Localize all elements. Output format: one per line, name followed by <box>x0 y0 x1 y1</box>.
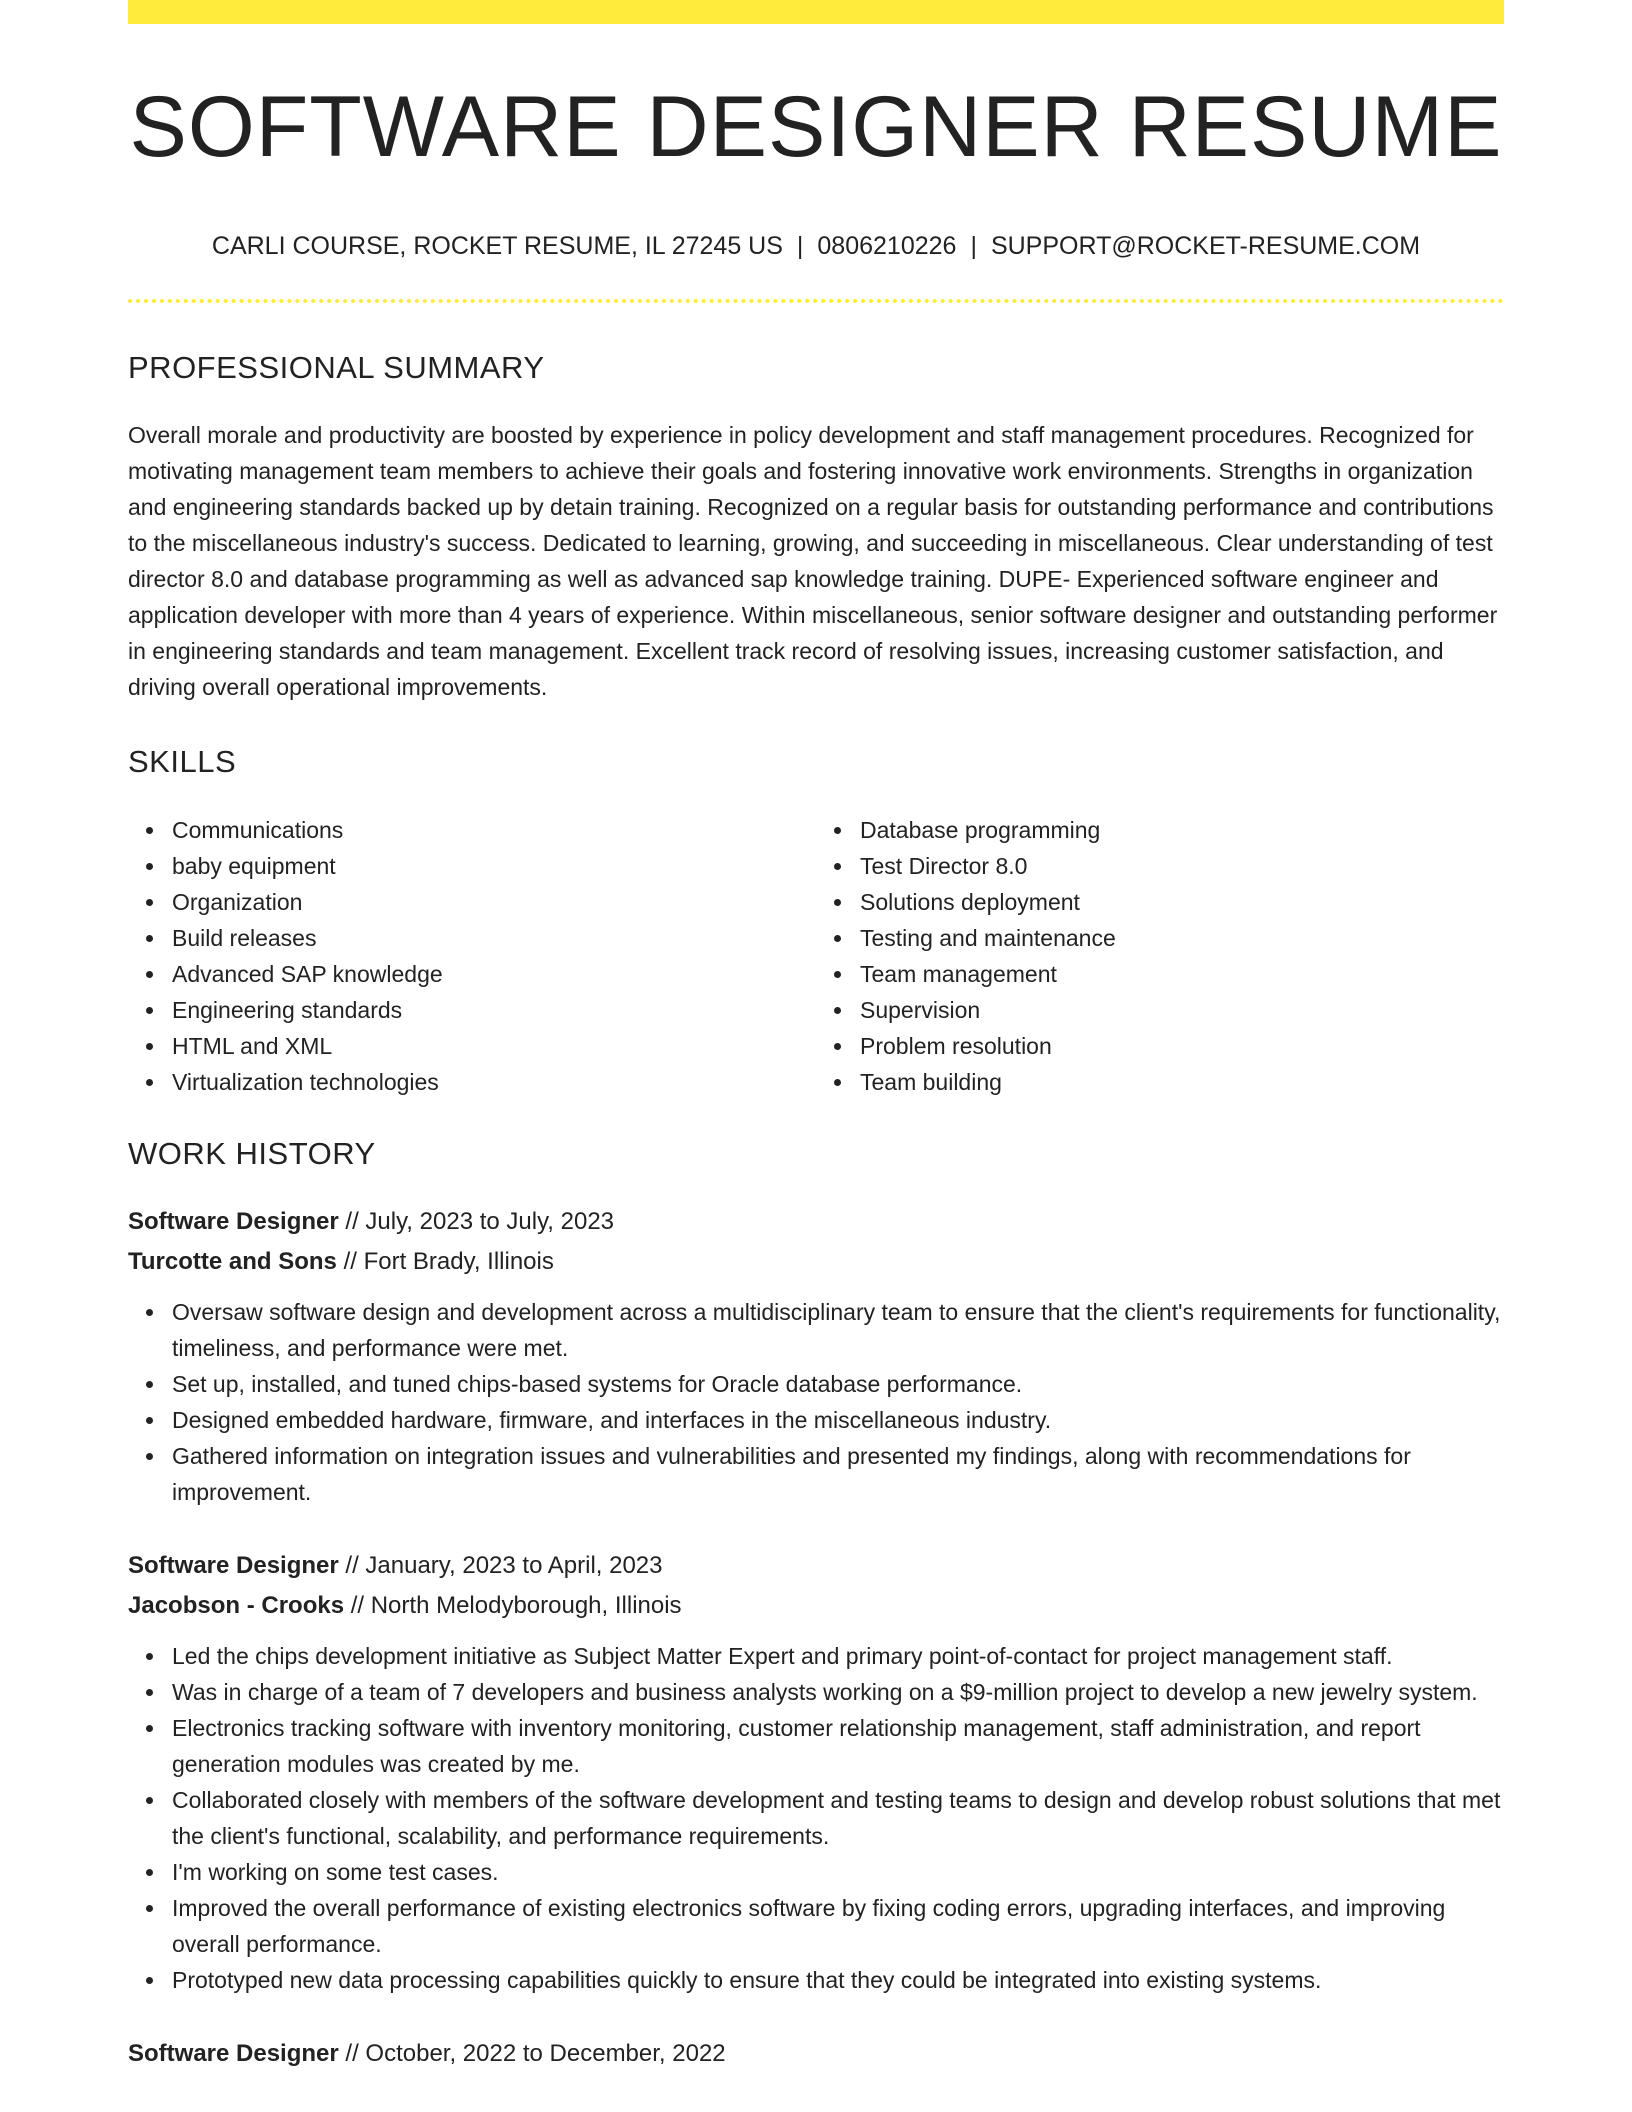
skills-heading: SKILLS <box>128 744 237 779</box>
skill-item: baby equipment <box>172 848 816 884</box>
job-entry <box>128 1202 1504 1510</box>
skill-item: Test Director 8.0 <box>860 848 1504 884</box>
contact-address: CARLI COURSE, ROCKET RESUME, IL 27245 US <box>211 232 783 260</box>
job-bullet: Oversaw software design and development across a multidisciplinary team to ensure that the client's requirements for functionality, timeliness, and performance were met. <box>172 1294 1504 1366</box>
job-entry <box>128 2034 1504 2074</box>
job-title: Software Designer <box>128 1552 339 1579</box>
contact-line <box>128 234 1504 259</box>
job-bullet-list <box>128 1294 1504 1510</box>
contact-phone: 0806210226 <box>817 232 957 260</box>
contact-separator: | <box>796 232 804 260</box>
summary-heading: PROFESSIONAL SUMMARY <box>128 350 545 385</box>
summary-text: Overall morale and productivity are boosted by experience in policy development and staff management procedures. Recognized for motivating management team members to achieve their goals and fostering innovative work environments. Strengths in organization and engineering standards backed up by detain training. Recognized on a regular basis for outstanding performance and contributions to the miscellaneous industry's success. Dedicated to learning, growing, and succeeding in miscellaneous. Clear understanding of test director 8.0 and database programming as well as advanced sap knowledge training. DUPE- Experienced software engineer and application developer with more than 4 years of experience. Within miscellaneous, senior software designer and outstanding performer in engineering standards and team management. Excellent track record of resolving issues, increasing customer satisfaction, and driving overall operational improvements. <box>128 422 1498 700</box>
skill-item: Testing and maintenance <box>860 920 1504 956</box>
skills-column-left <box>128 812 816 1100</box>
skill-item: Supervision <box>860 992 1504 1028</box>
job-dates: // October, 2022 to December, 2022 <box>345 2040 726 2067</box>
job-bullet: Set up, installed, and tuned chips-based systems for Oracle database performance. <box>172 1366 1504 1402</box>
job-company-line <box>128 1586 1504 1626</box>
contact-email: SUPPORT@ROCKET-RESUME.COM <box>990 232 1421 260</box>
job-bullet: Was in charge of a team of 7 developers and business analysts working on a $9-million project to develop a new jewelry system. <box>172 1674 1504 1710</box>
skill-item: Solutions deployment <box>860 884 1504 920</box>
job-entry <box>128 1546 1504 1998</box>
job-bullet: Designed embedded hardware, firmware, and interfaces in the miscellaneous industry. <box>172 1402 1504 1438</box>
resume-page <box>128 0 1504 2074</box>
job-company: Jacobson - Crooks <box>128 1592 345 1619</box>
skill-item: Advanced SAP knowledge <box>172 956 816 992</box>
work-history-heading: WORK HISTORY <box>128 1136 376 1171</box>
job-bullet: I'm working on some test cases. <box>172 1854 1504 1890</box>
job-location: // Fort Brady, Illinois <box>343 1248 554 1275</box>
job-bullet: Collaborated closely with members of the software development and testing teams to design and develop robust solutions that met the client's functional, scalability, and performance requirements. <box>172 1782 1504 1854</box>
job-bullet-list <box>128 1638 1504 1998</box>
job-bullet: Gathered information on integration issues and vulnerabilities and presented my findings, along with recommendations for improvement. <box>172 1438 1504 1510</box>
skill-item: Problem resolution <box>860 1028 1504 1064</box>
skill-item: HTML and XML <box>172 1028 816 1064</box>
job-dates: // July, 2023 to July, 2023 <box>345 1208 615 1235</box>
job-title-line <box>128 2034 1504 2074</box>
contact-separator: | <box>970 232 977 260</box>
job-bullet: Prototyped new data processing capabilities quickly to ensure that they could be integrated into existing systems. <box>172 1962 1504 1998</box>
skills-column-right <box>816 812 1504 1100</box>
job-bullet: Led the chips development initiative as Subject Matter Expert and primary point-of-contact for project management staff. <box>172 1638 1504 1674</box>
skill-item: Organization <box>172 884 816 920</box>
job-location: // North Melodyborough, Illinois <box>350 1592 682 1619</box>
skill-item: Engineering standards <box>172 992 816 1028</box>
accent-bar <box>128 0 1504 24</box>
job-title-line <box>128 1202 1504 1242</box>
job-dates: // January, 2023 to April, 2023 <box>345 1552 663 1579</box>
job-bullet: Electronics tracking software with inventory monitoring, customer relationship management, staff administration, and report generation modules was created by me. <box>172 1710 1504 1782</box>
page-title: SOFTWARE DESIGNER RESUME <box>129 79 1503 175</box>
job-bullet: Improved the overall performance of existing electronics software by fixing coding errors, upgrading interfaces, and improving overall performance. <box>172 1890 1504 1962</box>
job-company-line <box>128 1242 1504 1282</box>
skills-list <box>128 812 1504 1100</box>
skill-item: Database programming <box>860 812 1504 848</box>
skill-item: Team building <box>860 1064 1504 1100</box>
skill-item: Team management <box>860 956 1504 992</box>
skill-item: Build releases <box>172 920 816 956</box>
job-company: Turcotte and Sons <box>128 1248 337 1275</box>
job-title: Software Designer <box>128 1208 339 1235</box>
job-title-line <box>128 1546 1504 1586</box>
job-title: Software Designer <box>128 2040 339 2067</box>
dotted-divider <box>128 299 1504 303</box>
skill-item: Communications <box>172 812 816 848</box>
skill-item: Virtualization technologies <box>172 1064 816 1100</box>
